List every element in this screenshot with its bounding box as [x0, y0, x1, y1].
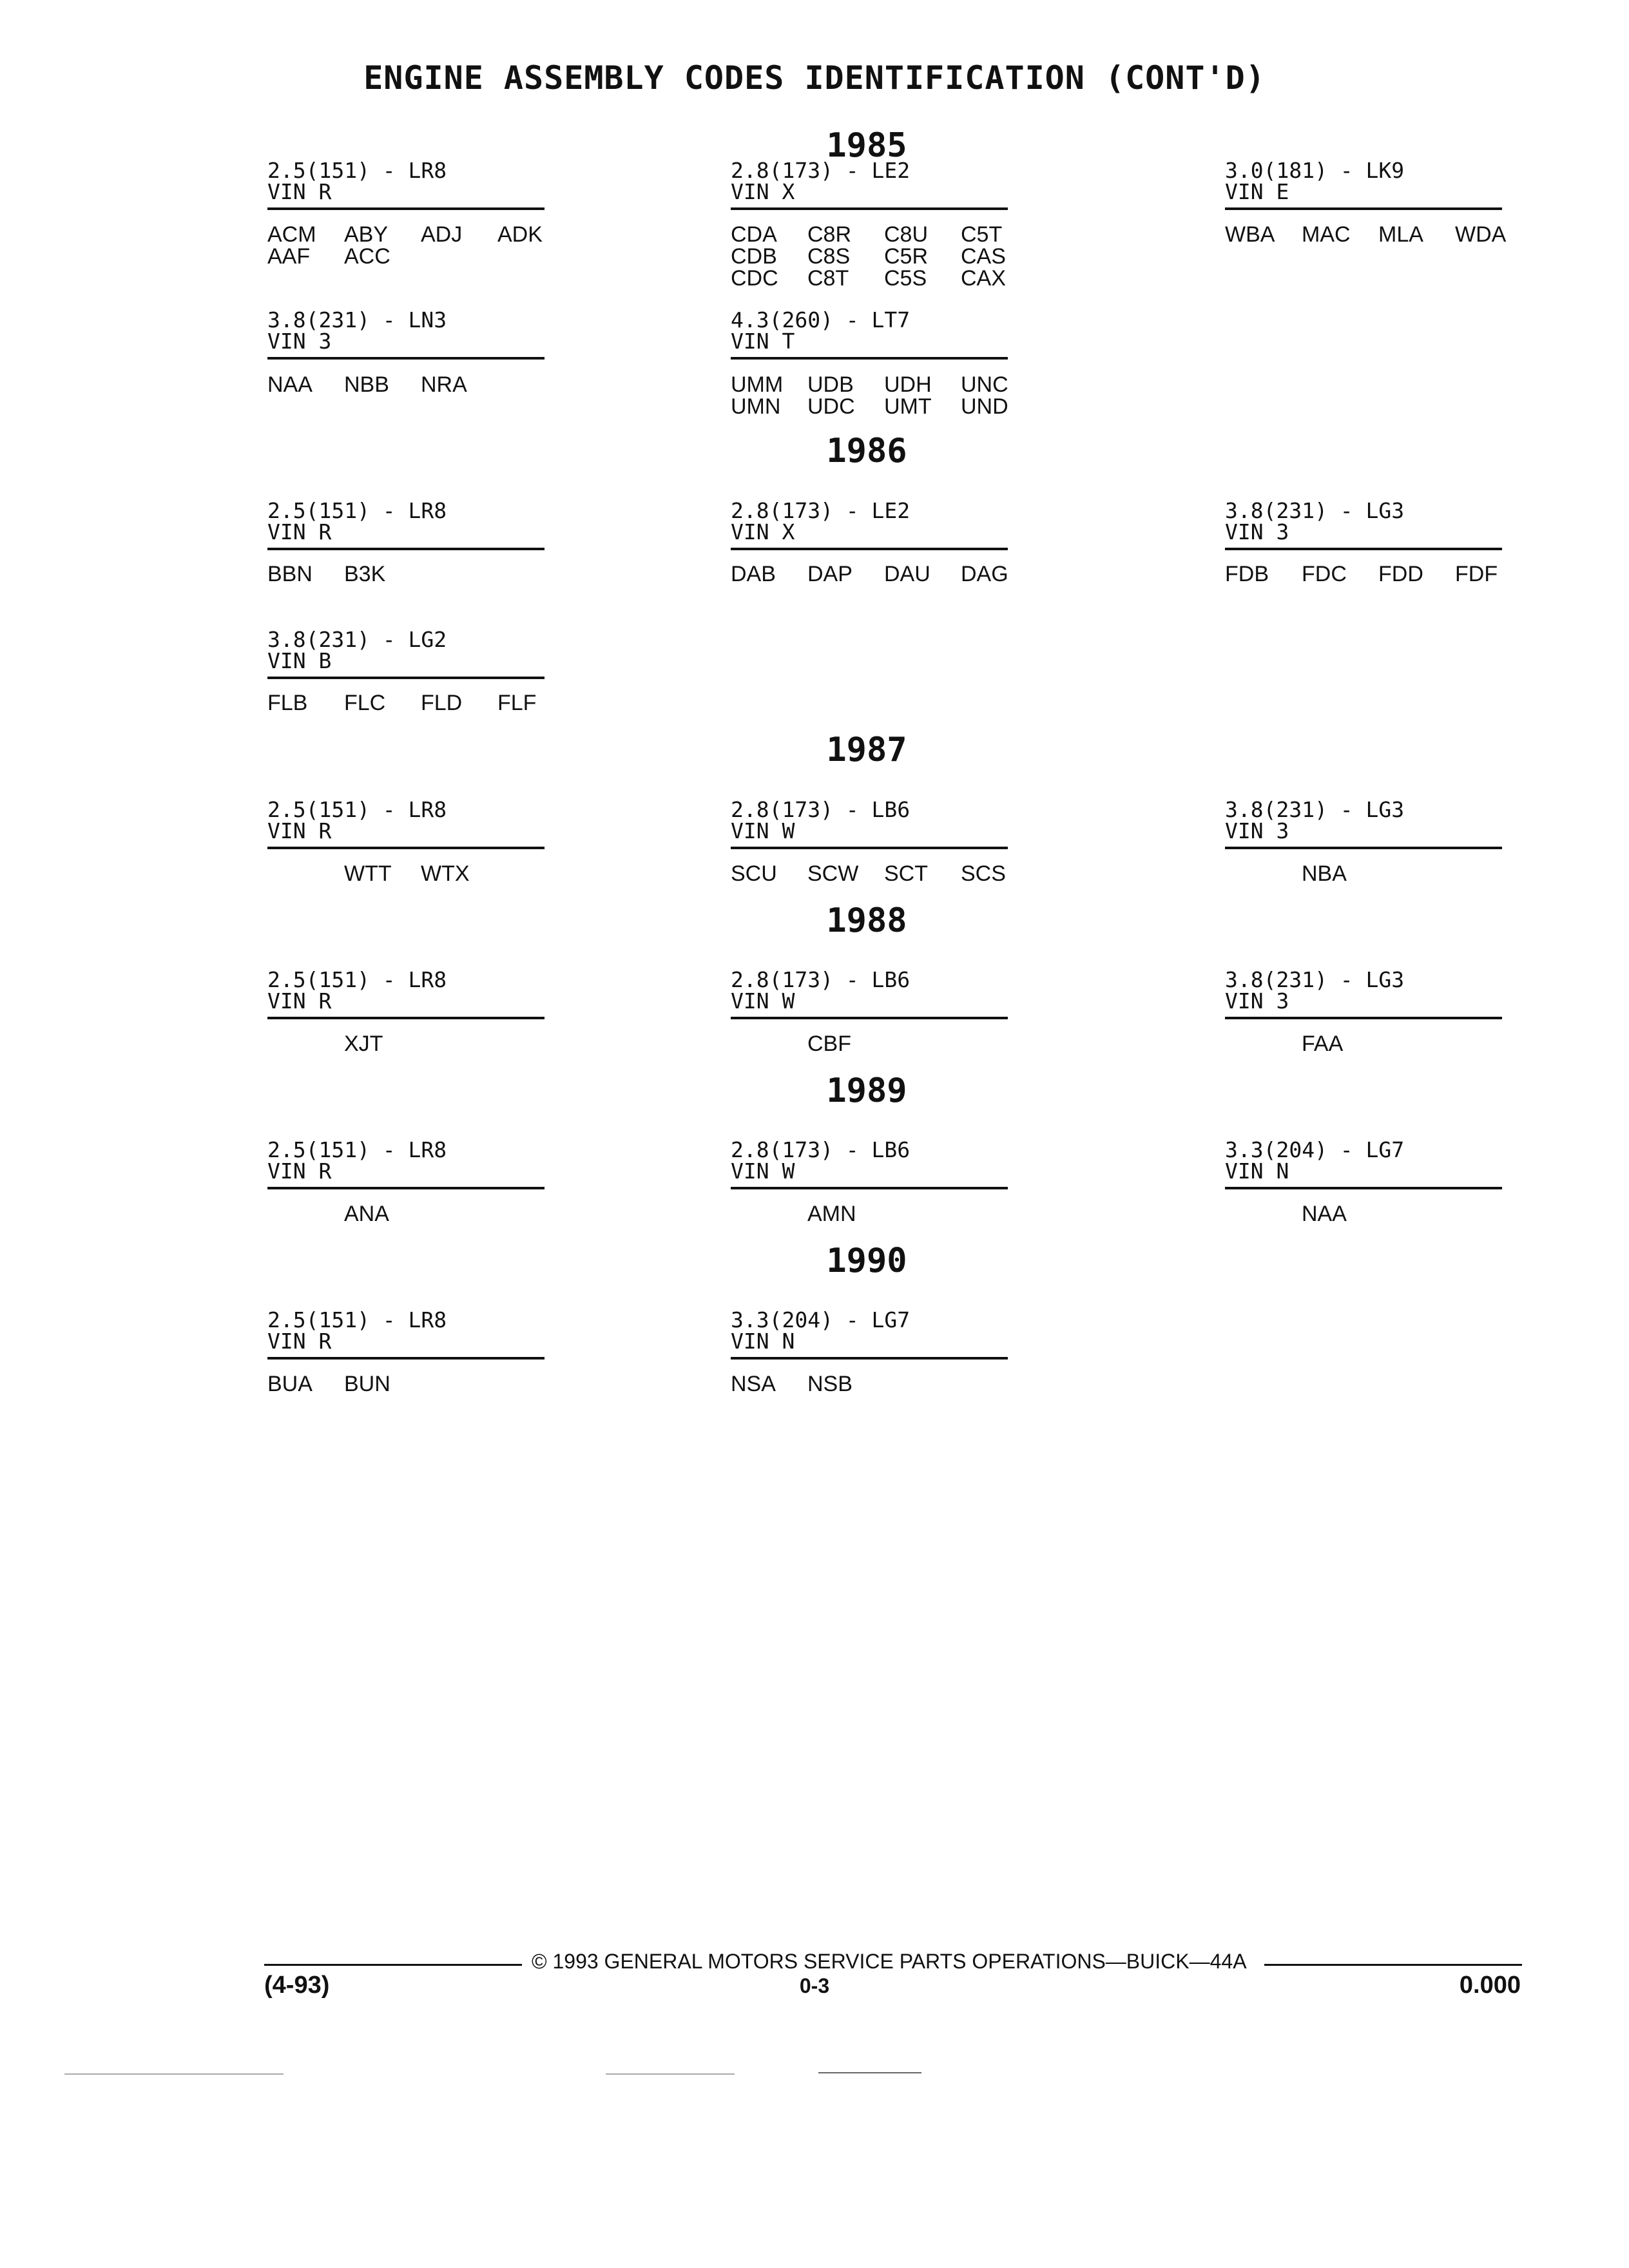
scan-artifact	[818, 2072, 921, 2073]
engine-label: 3.3(204) - LG7	[731, 1307, 911, 1332]
engine-spec-block	[731, 1139, 1008, 1189]
year-heading-1986: 1986	[826, 432, 907, 470]
assembly-code-list	[344, 863, 653, 885]
engine-spec-block	[267, 160, 545, 210]
vin-label: VIN W	[731, 1158, 795, 1184]
assembly-code: ANA	[344, 1202, 389, 1226]
vin-label: VIN 3	[1225, 818, 1289, 843]
assembly-code: C8S	[807, 244, 851, 269]
engine-spec-block	[731, 799, 1008, 849]
vin-label: VIN R	[267, 179, 332, 204]
engine-label: 3.8(231) - LG2	[267, 627, 447, 652]
footer-rule-left	[264, 1964, 522, 1966]
assembly-code-list	[731, 374, 1040, 418]
assembly-code-list	[267, 224, 577, 267]
assembly-code-list	[1302, 1203, 1611, 1225]
engine-label: 2.8(173) - LB6	[731, 1137, 911, 1162]
engine-label: 2.8(173) - LB6	[731, 967, 911, 992]
footer-part-number: 0.000	[1459, 1972, 1521, 1999]
assembly-code: CDA	[731, 222, 777, 247]
footer-rule-right	[1264, 1964, 1522, 1966]
assembly-code-list	[731, 1373, 1040, 1395]
assembly-code-list	[731, 563, 1040, 585]
assembly-code-list	[1225, 563, 1534, 585]
engine-spec-block	[731, 969, 1008, 1019]
assembly-code: C8U	[884, 222, 929, 247]
engine-spec-block	[1225, 1139, 1502, 1189]
assembly-code: UDC	[807, 394, 855, 419]
assembly-code-list	[1302, 1033, 1611, 1055]
vin-label: VIN R	[267, 519, 332, 544]
footer-page-number: 0-3	[799, 1974, 830, 1997]
engine-spec-block	[1225, 799, 1502, 849]
engine-spec-block	[267, 309, 545, 360]
engine-spec-block	[1225, 160, 1502, 210]
vin-label: VIN T	[731, 329, 795, 354]
assembly-code: NAA	[1302, 1202, 1347, 1226]
engine-label: 2.5(151) - LR8	[267, 158, 447, 183]
assembly-code: SCT	[884, 861, 928, 886]
year-heading-1988: 1988	[826, 901, 907, 940]
assembly-code-list	[267, 563, 577, 585]
engine-label: 2.8(173) - LE2	[731, 498, 911, 523]
engine-spec-block	[731, 1309, 1008, 1360]
assembly-code-list	[267, 1373, 577, 1395]
assembly-code: WBA	[1225, 222, 1275, 247]
assembly-code: DAG	[961, 562, 1008, 586]
engine-label: 3.8(231) - LG3	[1225, 797, 1405, 822]
engine-label: 3.8(231) - LN3	[267, 307, 447, 332]
assembly-code-list	[807, 1033, 1117, 1055]
page-title: ENGINE ASSEMBLY CODES IDENTIFICATION (CONT'D)	[363, 59, 1266, 97]
engine-spec-block	[731, 160, 1008, 210]
assembly-code: FDC	[1302, 562, 1347, 586]
assembly-code: ACM	[267, 222, 316, 247]
assembly-code: CDB	[731, 244, 777, 269]
assembly-code: NRA	[421, 372, 467, 397]
engine-label: 2.8(173) - LB6	[731, 797, 911, 822]
assembly-code-list	[344, 1033, 653, 1055]
assembly-code: C5S	[884, 266, 927, 291]
vin-label: VIN E	[1225, 179, 1289, 204]
assembly-code: ADJ	[421, 222, 463, 247]
engine-label: 2.8(173) - LE2	[731, 158, 911, 183]
engine-spec-block	[267, 1309, 545, 1360]
engine-spec-block	[267, 629, 545, 679]
assembly-code-list	[267, 374, 577, 396]
vin-label: VIN N	[1225, 1158, 1289, 1184]
engine-spec-block	[267, 500, 545, 550]
vin-label: VIN B	[267, 648, 332, 673]
year-heading-1985: 1985	[826, 126, 907, 165]
engine-label: 2.5(151) - LR8	[267, 797, 447, 822]
assembly-code: UND	[961, 394, 1008, 419]
assembly-code: SCS	[961, 861, 1006, 886]
year-heading-1989: 1989	[826, 1072, 907, 1110]
vin-label: VIN 3	[1225, 519, 1289, 544]
assembly-code: NSA	[731, 1372, 776, 1396]
assembly-code-list	[1225, 224, 1534, 245]
assembly-code: CDC	[731, 266, 778, 291]
assembly-code: FAA	[1302, 1032, 1344, 1056]
assembly-code: C8R	[807, 222, 852, 247]
assembly-code: FLD	[421, 691, 463, 715]
assembly-code: WTX	[421, 861, 470, 886]
vin-label: VIN W	[731, 818, 795, 843]
assembly-code-list	[731, 224, 1040, 289]
engine-label: 2.5(151) - LR8	[267, 967, 447, 992]
engine-label: 3.0(181) - LK9	[1225, 158, 1405, 183]
engine-label: 2.5(151) - LR8	[267, 1307, 447, 1332]
assembly-code: NBB	[344, 372, 389, 397]
assembly-code: UMM	[731, 372, 784, 397]
assembly-code: C8T	[807, 266, 849, 291]
assembly-code-list	[344, 1203, 653, 1225]
assembly-code: MAC	[1302, 222, 1351, 247]
engine-spec-block	[267, 1139, 545, 1189]
scan-artifact	[606, 2073, 735, 2075]
assembly-code: ADK	[497, 222, 543, 247]
assembly-code: FDF	[1455, 562, 1498, 586]
vin-label: VIN 3	[1225, 988, 1289, 1014]
assembly-code: NAA	[267, 372, 313, 397]
assembly-code-list	[807, 1203, 1117, 1225]
assembly-code: SCW	[807, 861, 859, 886]
assembly-code: DAU	[884, 562, 930, 586]
assembly-code: UDB	[807, 372, 854, 397]
assembly-code: ACC	[344, 244, 390, 269]
assembly-code: WDA	[1455, 222, 1507, 247]
assembly-code: NSB	[807, 1372, 853, 1396]
engine-label: 2.5(151) - LR8	[267, 498, 447, 523]
vin-label: VIN N	[731, 1329, 795, 1354]
assembly-code: B3K	[344, 562, 386, 586]
assembly-code: FLF	[497, 691, 537, 715]
assembly-code: CAS	[961, 244, 1006, 269]
assembly-code-list	[267, 692, 577, 714]
vin-label: VIN R	[267, 818, 332, 843]
assembly-code: BBN	[267, 562, 313, 586]
vin-label: VIN R	[267, 1158, 332, 1184]
engine-spec-block	[731, 500, 1008, 550]
assembly-code: C5R	[884, 244, 929, 269]
assembly-code: UDH	[884, 372, 932, 397]
assembly-code: NBA	[1302, 861, 1347, 886]
assembly-code: FLB	[267, 691, 308, 715]
engine-spec-block	[1225, 500, 1502, 550]
vin-label: VIN W	[731, 988, 795, 1014]
vin-label: VIN R	[267, 988, 332, 1014]
engine-label: 3.3(204) - LG7	[1225, 1137, 1405, 1162]
vin-label: VIN X	[731, 519, 795, 544]
vin-label: VIN 3	[267, 329, 332, 354]
footer-date: (4-93)	[264, 1972, 330, 1999]
assembly-code: XJT	[344, 1032, 383, 1056]
assembly-code: BUA	[267, 1372, 313, 1396]
vin-label: VIN R	[267, 1329, 332, 1354]
assembly-code: SCU	[731, 861, 777, 886]
vin-label: VIN X	[731, 179, 795, 204]
footer-copyright: © 1993 GENERAL MOTORS SERVICE PARTS OPERATIONS—BUICK—44A	[532, 1950, 1247, 1973]
assembly-code: MLA	[1378, 222, 1423, 247]
assembly-code: BUN	[344, 1372, 390, 1396]
scan-artifact	[64, 2073, 284, 2075]
year-heading-1987: 1987	[826, 731, 907, 769]
engine-spec-block	[1225, 969, 1502, 1019]
assembly-code-list	[731, 863, 1040, 885]
assembly-code: AMN	[807, 1202, 856, 1226]
year-heading-1990: 1990	[826, 1242, 907, 1280]
assembly-code: DAB	[731, 562, 776, 586]
assembly-code: C5T	[961, 222, 1003, 247]
assembly-code: ABY	[344, 222, 389, 247]
assembly-code: WTT	[344, 861, 392, 886]
assembly-code-list	[1302, 863, 1611, 885]
assembly-code: FLC	[344, 691, 386, 715]
assembly-code: DAP	[807, 562, 853, 586]
assembly-code: CAX	[961, 266, 1006, 291]
engine-label: 3.8(231) - LG3	[1225, 498, 1405, 523]
assembly-code: UMN	[731, 394, 781, 419]
assembly-code: UMT	[884, 394, 932, 419]
engine-label: 3.8(231) - LG3	[1225, 967, 1405, 992]
assembly-code: UNC	[961, 372, 1008, 397]
engine-spec-block	[731, 309, 1008, 360]
engine-spec-block	[267, 799, 545, 849]
assembly-code: FDB	[1225, 562, 1269, 586]
engine-spec-block	[267, 969, 545, 1019]
assembly-code: AAF	[267, 244, 311, 269]
assembly-code: FDD	[1378, 562, 1423, 586]
assembly-code: CBF	[807, 1032, 851, 1056]
engine-label: 2.5(151) - LR8	[267, 1137, 447, 1162]
engine-label: 4.3(260) - LT7	[731, 307, 911, 332]
